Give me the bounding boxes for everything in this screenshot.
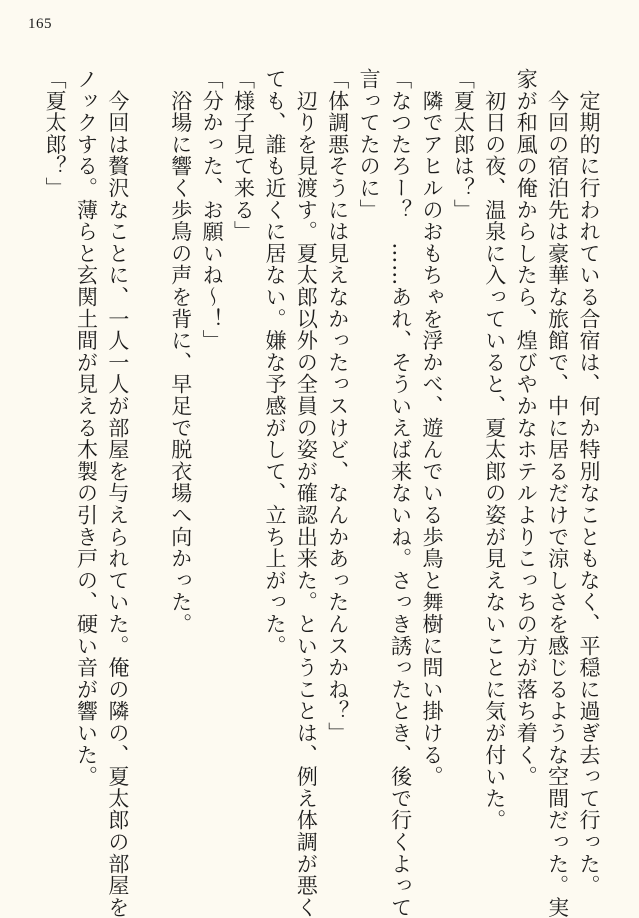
blank-line	[133, 68, 164, 878]
text-line: 家が和風の俺からしたら、煌びやかなホテルよりこっちの方が落ち着く。	[514, 68, 539, 788]
page-number: 165	[28, 16, 52, 32]
text-line: 「体調悪そうには見えなかったっスけど、なんかあったんスかね？」	[325, 68, 350, 744]
text-line: 「なつたろー？ ……あれ、そういえば来ないね。さっき誘ったとき、後で行くよって	[388, 68, 413, 918]
text-line: 「夏太郎は？」	[451, 68, 476, 221]
text-line: 辺りを見渡す。夏太郎以外の全員の姿が確認出来た。ということは、例え体調が悪く	[294, 68, 319, 918]
text-line: 「分かった、お願いね〜！」	[200, 68, 225, 352]
text-line: ノックする。薄らと玄関土間が見える木製の引き戸の、硬い音が響いた。	[74, 68, 99, 788]
text-line: 浴場に響く歩鳥の声を背に、早足で脱衣場へ向かった。	[168, 68, 193, 635]
text-line: 「様子見て来る」	[231, 68, 256, 243]
text-line: 隣でアヒルのおもちゃを浮かべ、遊んでいる歩鳥と舞樹に問い掛ける。	[419, 68, 444, 788]
text-line: 「夏太郎？」	[43, 68, 68, 199]
text-line: ても、誰も近くに居ない。嫌な予感がして、立ち上がった。	[262, 68, 287, 657]
text-line: 今回の宿泊先は豪華な旅館で、中に居るだけで涼しさを感じるような空間だった。実	[545, 68, 570, 918]
vertical-text-body	[39, 68, 604, 918]
text-line: 定期的に行われている合宿は、何か特別なこともなく、平穏に過ぎ去って行った。	[577, 68, 601, 897]
text-line: 今回は贅沢なことに、一人一人が部屋を与えられていた。俺の隣の、夏太郎の部屋を	[105, 68, 130, 918]
text-line: 言ってたのに」	[357, 68, 382, 221]
text-line: 初日の夜、温泉に入っていると、夏太郎の姿が見えないことに気が付いた。	[482, 68, 507, 831]
